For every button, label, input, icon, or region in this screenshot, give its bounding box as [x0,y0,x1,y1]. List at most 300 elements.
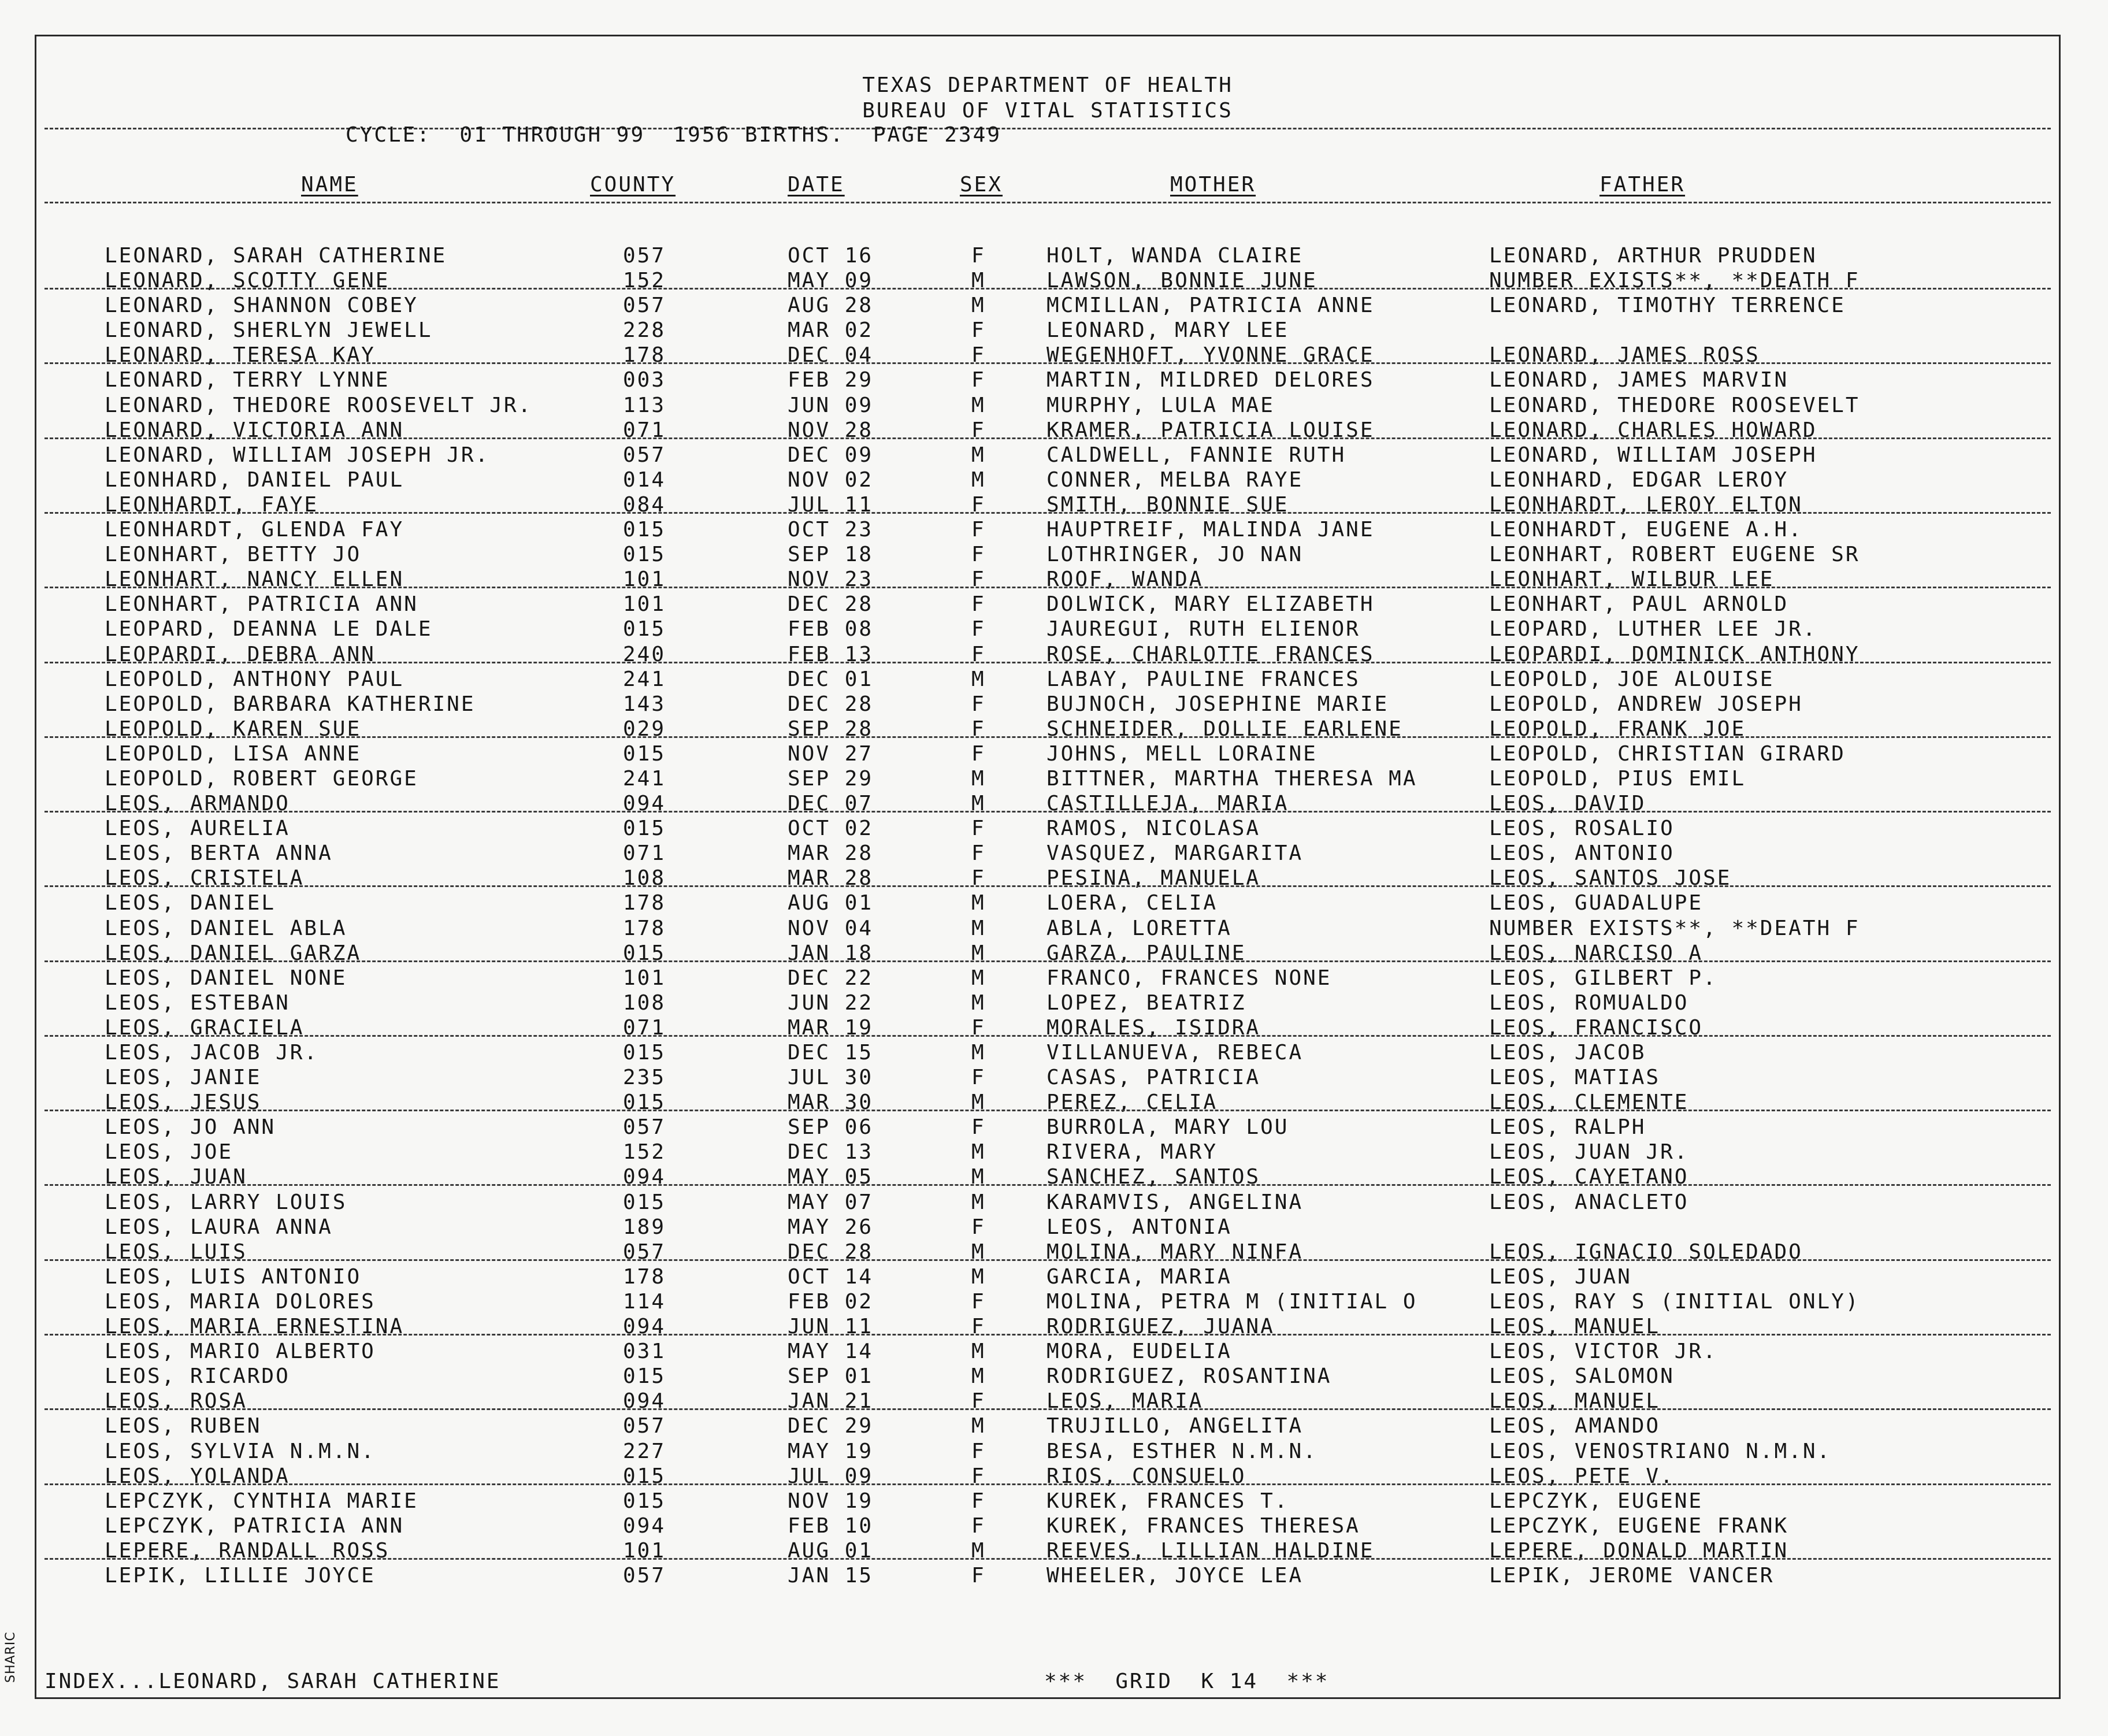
date-cell: OCT 16 [788,244,874,268]
date-cell: NOV 23 [788,567,874,592]
name-cell: LEOS, JESUS [105,1090,262,1115]
mother-cell: TRUJILLO, ANGELITA [1046,1414,1304,1438]
county-cell: 071 [623,418,666,442]
mother-cell: ABLA, LORETTA [1046,916,1232,940]
county-cell: 094 [623,1514,666,1538]
father-cell: LEOS, VICTOR JR. [1489,1340,1717,1364]
father-cell: LEONARD, ARTHUR PRUDDEN [1489,244,1817,268]
sex-cell: F [971,1489,986,1513]
table-row [36,867,2059,892]
sex-cell: F [971,1066,986,1090]
table-row [36,892,2059,917]
table-row [36,1315,2059,1340]
table-row [36,743,2059,767]
name-cell: LEOS, LUIS [105,1240,247,1264]
sex-cell: M [971,667,986,691]
father-cell: LEPCZYK, EUGENE FRANK [1489,1514,1789,1538]
mother-cell: MORALES, ISIDRA [1046,1015,1261,1040]
father-cell: LEOS, GUADALUPE [1489,891,1704,915]
county-cell: 015 [623,1489,666,1513]
mother-cell: BUJNOCH, JOSEPHINE MARIE [1046,692,1389,716]
mother-cell: MORA, EUDELIA [1046,1340,1232,1364]
county-cell: 015 [623,941,666,965]
name-cell: LEOS, AURELIA [105,817,290,841]
table-row [36,369,2059,394]
county-cell: 015 [623,1090,666,1115]
name-cell: LEONARD, WILLIAM JOSEPH JR. [105,443,490,467]
name-cell: LEONHART, BETTY JO [105,543,362,567]
sex-cell: M [971,1538,986,1563]
cycle-line: CYCLE: 01 THROUGH 99 1956 BIRTHS. PAGE 2349 [346,123,1001,147]
name-cell: LEONHARDT, GLENDA FAY [105,518,404,542]
table-row [36,1266,2059,1290]
father-cell: LEOS, SALOMON [1489,1364,1675,1389]
table-row [36,1166,2059,1190]
mother-cell: BURROLA, MARY LOU [1046,1115,1289,1140]
father-cell: LEOS, SANTOS JOSE [1489,866,1732,891]
date-cell: NOV 19 [788,1489,874,1513]
mother-cell: FRANCO, FRANCES NONE [1046,966,1332,990]
sex-cell: F [971,841,986,866]
mother-cell: KUREK, FRANCES T. [1046,1489,1289,1513]
table-row [36,1515,2059,1540]
mother-cell: CASTILLEJA, MARIA [1046,792,1289,816]
mother-cell: WHEELER, JOYCE LEA [1046,1563,1304,1587]
table-row [36,1465,2059,1490]
name-cell: LEONARD, VICTORIA ANN [105,418,404,442]
father-cell: LEOS, RAY S (INITIAL ONLY) [1489,1289,1860,1314]
sex-cell: M [971,443,986,467]
table-row [36,518,2059,543]
mother-cell: KARAMVIS, ANGELINA [1046,1190,1304,1214]
name-cell: LEONARD, TERESA KAY [105,343,376,368]
mother-cell: VASQUEZ, MARGARITA [1046,841,1304,866]
sex-cell: M [971,294,986,318]
sex-cell: M [971,1364,986,1389]
table-row [36,244,2059,269]
name-cell: LEONARD, THEDORE ROOSEVELT JR. [105,393,533,417]
records-table [36,244,2059,1589]
date-cell: JUN 11 [788,1315,874,1339]
father-cell: LEOS, NARCISO A [1489,941,1704,965]
name-cell: LEPCZYK, CYNTHIA MARIE [105,1489,418,1513]
table-row [36,1365,2059,1390]
col-header-date: DATE [788,173,845,196]
county-cell: 031 [623,1340,666,1364]
table-row [36,1241,2059,1266]
father-cell: LEPERE, DONALD MARTIN [1489,1538,1789,1563]
date-cell: MAR 19 [788,1015,874,1040]
table-row [36,668,2059,693]
county-cell: 057 [623,294,666,318]
name-cell: LEOS, SYLVIA N.M.N. [105,1439,376,1463]
county-cell: 094 [623,1389,666,1414]
mother-cell: RAMOS, NICOLASA [1046,817,1261,841]
table-row [36,792,2059,817]
county-cell: 057 [623,1240,666,1264]
date-cell: MAR 28 [788,866,874,891]
date-cell: DEC 28 [788,592,874,617]
father-cell: LEONHARD, EDGAR LEROY [1489,468,1789,492]
table-row [36,294,2059,319]
side-tag: SHARIC [3,1631,18,1683]
mother-cell: LAWSON, BONNIE JUNE [1046,269,1318,293]
county-cell: 101 [623,567,666,592]
date-cell: JUL 09 [788,1464,874,1488]
date-cell: AUG 28 [788,294,874,318]
mother-cell: CASAS, PATRICIA [1046,1066,1261,1090]
date-cell: SEP 06 [788,1115,874,1140]
table-row [36,494,2059,518]
table-row [36,992,2059,1017]
name-cell: LEOS, CRISTELA [105,866,305,891]
table-row [36,693,2059,718]
name-cell: LEOPOLD, KAREN SUE [105,717,362,741]
table-row [36,543,2059,568]
date-cell: JUN 09 [788,393,874,417]
date-cell: OCT 02 [788,817,874,841]
father-cell: LEONHART, WILBUR LEE [1489,567,1775,592]
father-cell: LEOS, ANTONIO [1489,841,1675,866]
date-cell: MAR 28 [788,841,874,866]
mother-cell: ROOF, WANDA [1046,567,1204,592]
table-row [36,643,2059,668]
father-cell: LEOS, PETE V. [1489,1464,1675,1488]
sex-cell: F [971,1464,986,1488]
mother-cell: REEVES, LILLIAN HALDINE [1046,1538,1375,1563]
sex-cell: F [971,592,986,617]
name-cell: LEOS, DANIEL GARZA [105,941,362,965]
county-cell: 113 [623,393,666,417]
table-row [36,1490,2059,1515]
county-cell: 015 [623,518,666,542]
sex-cell: M [971,269,986,293]
name-cell: LEOS, GRACIELA [105,1015,305,1040]
mother-cell: SCHNEIDER, DOLLIE EARLENE [1046,717,1403,741]
name-cell: LEOS, LARRY LOUIS [105,1190,347,1214]
date-cell: NOV 04 [788,916,874,940]
father-cell: LEOS, VENOSTRIANO N.M.N. [1489,1439,1832,1463]
mother-cell: ROSE, CHARLOTTE FRANCES [1046,642,1375,666]
date-cell: DEC 22 [788,966,874,990]
county-cell: 015 [623,543,666,567]
table-row [36,718,2059,743]
mother-cell: SMITH, BONNIE SUE [1046,492,1289,517]
county-cell: 029 [623,717,666,741]
mother-cell: SANCHEZ, SANTOS [1046,1165,1261,1189]
table-row [36,1017,2059,1041]
name-cell: LEOPOLD, ANTHONY PAUL [105,667,404,691]
table-row [36,344,2059,369]
name-cell: LEOS, ARMANDO [105,792,290,816]
mother-cell: JOHNS, MELL LORAINE [1046,741,1318,766]
table-row [36,1540,2059,1564]
father-cell: LEONARD, THEDORE ROOSEVELT [1489,393,1860,417]
table-row [36,767,2059,792]
sex-cell: F [971,1439,986,1463]
sex-cell: F [971,567,986,592]
date-cell: JAN 18 [788,941,874,965]
mother-cell: MOLINA, MARY NINFA [1046,1240,1304,1264]
father-cell: LEOPARDI, DOMINICK ANTHONY [1489,642,1860,666]
table-row [36,1216,2059,1241]
table-row [36,593,2059,618]
table-row [36,1191,2059,1216]
table-row [36,1041,2059,1066]
father-cell: LEOS, MANUEL [1489,1389,1661,1414]
mother-cell: PEREZ, CELIA [1046,1090,1218,1115]
county-cell: 228 [623,318,666,343]
county-cell: 240 [623,642,666,666]
sex-cell: M [971,1165,986,1189]
sex-cell: M [971,966,986,990]
mother-cell: BITTNER, MARTHA THERESA MA [1046,766,1417,791]
table-row [36,1116,2059,1141]
sex-cell: F [971,518,986,542]
name-cell: LEOS, MARIO ALBERTO [105,1340,376,1364]
county-cell: 015 [623,617,666,641]
county-cell: 178 [623,891,666,915]
table-row [36,1141,2059,1166]
document-page [35,35,2061,1699]
date-cell: OCT 23 [788,518,874,542]
father-cell: LEOPOLD, ANDREW JOSEPH [1489,692,1803,716]
date-cell: DEC 04 [788,343,874,368]
sex-cell: F [971,1389,986,1414]
county-cell: 178 [623,916,666,940]
table-row [36,1415,2059,1440]
date-cell: AUG 01 [788,891,874,915]
mother-cell: PESINA, MANUELA [1046,866,1261,891]
father-cell: LEONARD, TIMOTHY TERRENCE [1489,294,1846,318]
sex-cell: M [971,766,986,791]
sex-cell: F [971,817,986,841]
father-cell: LEPCZYK, EUGENE [1489,1489,1704,1513]
table-row [36,967,2059,992]
name-cell: LEOS, RICARDO [105,1364,290,1389]
name-cell: LEOPOLD, LISA ANNE [105,741,362,766]
name-cell: LEONHART, NANCY ELLEN [105,567,404,592]
date-cell: NOV 27 [788,741,874,766]
county-cell: 152 [623,269,666,293]
mother-cell: BESA, ESTHER N.M.N. [1046,1439,1318,1463]
mother-cell: RODRIGUEZ, ROSANTINA [1046,1364,1332,1389]
name-cell: LEOS, BERTA ANNA [105,841,333,866]
sex-cell: M [971,393,986,417]
date-cell: DEC 15 [788,1041,874,1064]
date-cell: SEP 29 [788,766,874,791]
date-cell: FEB 29 [788,368,874,392]
mother-cell: LEOS, MARIA [1046,1389,1204,1414]
father-cell: LEOS, CAYETANO [1489,1165,1689,1189]
mother-cell: LABAY, PAULINE FRANCES [1046,667,1360,691]
county-cell: 108 [623,991,666,1015]
mother-cell: GARZA, PAULINE [1046,941,1246,965]
sex-cell: F [971,1315,986,1339]
name-cell: LEONHART, PATRICIA ANN [105,592,418,617]
table-row [36,618,2059,643]
name-cell: LEOS, DANIEL [105,891,276,915]
county-cell: 101 [623,592,666,617]
county-cell: 241 [623,667,666,691]
sex-cell: F [971,1563,986,1587]
county-cell: 015 [623,1190,666,1214]
father-cell: LEONARD, JAMES MARVIN [1489,368,1789,392]
sex-cell: F [971,741,986,766]
mother-cell: HAUPTREIF, MALINDA JANE [1046,518,1375,542]
father-cell: NUMBER EXISTS**, **DEATH F [1489,269,1860,293]
name-cell: LEPCZYK, PATRICIA ANN [105,1514,404,1538]
mother-cell: MURPHY, LULA MAE [1046,393,1275,417]
father-cell: LEOPARD, LUTHER LEE JR. [1489,617,1817,641]
mother-cell: MARTIN, MILDRED DELORES [1046,368,1375,392]
name-cell: LEOS, ROSA [105,1389,247,1414]
sex-cell: F [971,1514,986,1538]
name-cell: LEOPARD, DEANNA LE DALE [105,617,433,641]
sex-cell: F [971,1215,986,1239]
table-row [36,1564,2059,1589]
father-cell: LEOPOLD, CHRISTIAN GIRARD [1489,741,1846,766]
date-cell: NOV 02 [788,468,874,492]
sex-cell: M [971,1264,986,1289]
table-row [36,319,2059,344]
father-cell: LEOPOLD, JOE ALOUISE [1489,667,1775,691]
name-cell: LEOS, LAURA ANNA [105,1215,333,1239]
table-row [36,1440,2059,1465]
date-cell: MAR 30 [788,1090,874,1115]
name-cell: LEONARD, SARAH CATHERINE [105,244,447,268]
name-cell: LEOS, JUAN [105,1165,247,1189]
sex-cell: F [971,1015,986,1040]
name-cell: LEOPOLD, BARBARA KATHERINE [105,692,476,716]
county-cell: 094 [623,1165,666,1189]
county-cell: 235 [623,1066,666,1090]
table-row [36,1066,2059,1091]
father-cell: LEONARD, JAMES ROSS [1489,343,1760,368]
agency-title: TEXAS DEPARTMENT OF HEALTH [862,73,1233,97]
sex-cell: M [971,1190,986,1214]
sex-cell: M [971,941,986,965]
mother-cell: KRAMER, PATRICIA LOUISE [1046,418,1375,442]
name-cell: LEPIK, LILLIE JOYCE [105,1563,376,1587]
sex-cell: F [971,368,986,392]
date-cell: MAY 26 [788,1215,874,1239]
sex-cell: F [971,717,986,741]
county-cell: 057 [623,1563,666,1587]
date-cell: MAY 09 [788,269,874,293]
table-row [36,394,2059,419]
mother-cell: GARCIA, MARIA [1046,1264,1232,1289]
date-cell: SEP 28 [788,717,874,741]
date-cell: DEC 09 [788,443,874,467]
date-cell: DEC 28 [788,692,874,716]
mother-cell: VILLANUEVA, REBECA [1046,1041,1304,1064]
sex-cell: F [971,1289,986,1314]
county-cell: 003 [623,368,666,392]
sex-cell: M [971,1090,986,1115]
col-header-mother: MOTHER [1170,173,1256,196]
table-row [36,469,2059,494]
sex-cell: F [971,866,986,891]
father-cell: LEOS, ROMUALDO [1489,991,1689,1015]
father-cell: LEOS, ROSALIO [1489,817,1675,841]
county-cell: 178 [623,343,666,368]
mother-cell: RIOS, CONSUELO [1046,1464,1246,1488]
sex-cell: M [971,1240,986,1264]
sex-cell: M [971,1140,986,1164]
column-header-rule [44,202,2051,203]
date-cell: JUL 30 [788,1066,874,1090]
name-cell: LEOS, JACOB JR. [105,1041,319,1064]
county-cell: 143 [623,692,666,716]
table-row [36,842,2059,867]
date-cell: MAR 02 [788,318,874,343]
name-cell: LEOPOLD, ROBERT GEORGE [105,766,418,791]
name-cell: LEOS, JOE [105,1140,233,1164]
date-cell: MAY 05 [788,1165,874,1189]
col-header-sex: SEX [960,173,1003,196]
date-cell: FEB 13 [788,642,874,666]
table-row [36,1091,2059,1116]
mother-cell: LEONARD, MARY LEE [1046,318,1289,343]
mother-cell: JAUREGUI, RUTH ELIENOR [1046,617,1360,641]
father-cell: NUMBER EXISTS**, **DEATH F [1489,916,1860,940]
sex-cell: F [971,617,986,641]
father-cell: LEOPOLD, FRANK JOE [1489,717,1746,741]
father-cell: LEONARD, CHARLES HOWARD [1489,418,1817,442]
father-cell: LEOPOLD, PIUS EMIL [1489,766,1746,791]
table-row [36,917,2059,942]
mother-cell: WEGENHOFT, YVONNE GRACE [1046,343,1375,368]
name-cell: LEOPARDI, DEBRA ANN [105,642,376,666]
county-cell: 114 [623,1289,666,1314]
father-cell: LEOS, FRANCISCO [1489,1015,1704,1040]
father-cell: LEONHART, ROBERT EUGENE SR [1489,543,1860,567]
sex-cell: F [971,244,986,268]
name-cell: LEOS, DANIEL NONE [105,966,347,990]
date-cell: MAY 19 [788,1439,874,1463]
name-cell: LEONARD, SCOTTY GENE [105,269,390,293]
county-cell: 071 [623,1015,666,1040]
date-cell: DEC 13 [788,1140,874,1164]
sex-cell: F [971,492,986,517]
date-cell: DEC 28 [788,1240,874,1264]
date-cell: JAN 21 [788,1389,874,1414]
father-cell: LEOS, AMANDO [1489,1414,1661,1438]
sex-cell: F [971,418,986,442]
mother-cell: LEOS, ANTONIA [1046,1215,1232,1239]
county-cell: 014 [623,468,666,492]
county-cell: 071 [623,841,666,866]
father-cell: LEOS, JUAN [1489,1264,1632,1289]
father-cell: LEOS, RALPH [1489,1115,1646,1140]
date-cell: OCT 14 [788,1264,874,1289]
table-row [36,817,2059,842]
name-cell: LEOS, RUBEN [105,1414,262,1438]
name-cell: LEOS, LUIS ANTONIO [105,1264,362,1289]
county-cell: 015 [623,1364,666,1389]
mother-cell: LOERA, CELIA [1046,891,1218,915]
name-cell: LEOS, YOLANDA [105,1464,290,1488]
father-cell: LEOS, IGNACIO SOLEDADO [1489,1240,1803,1264]
county-cell: 101 [623,1538,666,1563]
county-cell: 178 [623,1264,666,1289]
father-cell: LEOS, DAVID [1489,792,1646,816]
father-cell: LEOS, GILBERT P. [1489,966,1717,990]
name-cell: LEONARD, SHERLYN JEWELL [105,318,433,343]
name-cell: LEONHARDT, FAYE [105,492,319,517]
date-cell: JUL 11 [788,492,874,517]
